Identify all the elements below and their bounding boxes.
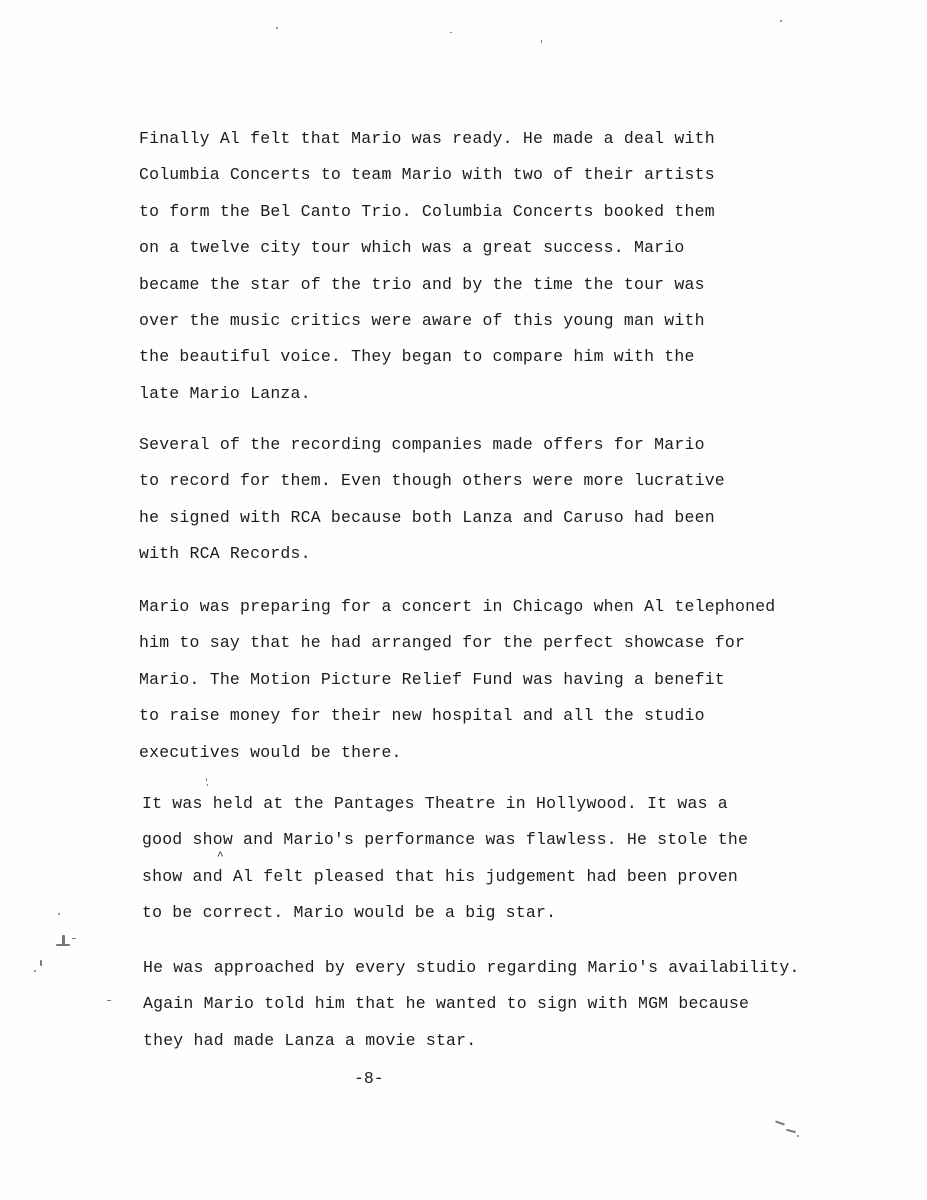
scan-speck — [207, 784, 208, 786]
text-line: Several of the recording companies made offers for Mario — [139, 435, 705, 454]
text-line: good show and Mario's performance was flawless. He stole the — [142, 830, 749, 850]
text-line: He was approached by every studio regarding Mario's availability. — [143, 958, 800, 977]
text-line: him to say that he had arranged for the perfect showcase for — [139, 633, 746, 653]
scan-speck — [775, 1120, 785, 1125]
paragraph-3 — [139, 589, 775, 771]
text-line: to form the Bel Canto Trio. Columbia Concerts booked them — [139, 201, 715, 221]
text-line: to record for them. Even though others were more lucrative — [139, 471, 725, 491]
text-line: Mario was preparing for a concert in Chicago when Al telephoned — [139, 597, 776, 616]
scan-speck — [56, 944, 70, 946]
text-line: to be correct. Mario would be a big star. — [142, 903, 557, 923]
scan-speck — [450, 32, 452, 33]
page-number: -8- — [354, 1069, 384, 1088]
text-line: they had made Lanza a movie star. — [143, 1030, 477, 1050]
text-line: to raise money for their new hospital and all the studio — [139, 706, 705, 726]
scan-speck — [40, 960, 42, 966]
scan-speck — [797, 1135, 799, 1137]
scan-speck — [107, 1000, 111, 1001]
text-line: the beautiful voice. They began to compare him with the — [139, 347, 695, 367]
text-line: Finally Al felt that Mario was ready. He made a deal with — [139, 129, 715, 148]
text-line: Again Mario told him that he wanted to sign with MGM because — [143, 994, 750, 1014]
text-line: became the star of the trio and by the time the tour was — [139, 274, 705, 294]
text-line: It was held at the Pantages Theatre in Hollywood. It was a — [142, 794, 728, 813]
paragraph-2 — [139, 427, 725, 573]
scan-speck — [58, 913, 60, 915]
scan-speck — [72, 938, 76, 939]
text-line: with RCA Records. — [139, 544, 311, 564]
text-line: executives would be there. — [139, 742, 402, 762]
handwritten-caret-mark: ^ — [217, 851, 224, 863]
text-line: late Mario Lanza. — [139, 383, 311, 403]
paragraph-4 — [142, 786, 748, 932]
scan-speck — [276, 27, 278, 29]
text-line: show and Al felt pleased that his judgement had been proven — [142, 866, 738, 886]
paragraph-5 — [143, 950, 800, 1059]
paragraph-1 — [139, 121, 715, 412]
scan-speck — [541, 40, 542, 43]
text-line: Mario. The Motion Picture Relief Fund was having a benefit — [139, 669, 725, 689]
text-line: over the music critics were aware of this young man with — [139, 310, 705, 330]
scan-speck — [206, 778, 207, 781]
text-line: on a twelve city tour which was a great success. Mario — [139, 238, 685, 258]
scan-speck — [780, 20, 782, 22]
text-line: Columbia Concerts to team Mario with two of their artists — [139, 165, 715, 185]
scan-speck — [34, 970, 36, 972]
scan-speck — [786, 1129, 796, 1134]
text-line: he signed with RCA because both Lanza and Caruso had been — [139, 507, 715, 527]
